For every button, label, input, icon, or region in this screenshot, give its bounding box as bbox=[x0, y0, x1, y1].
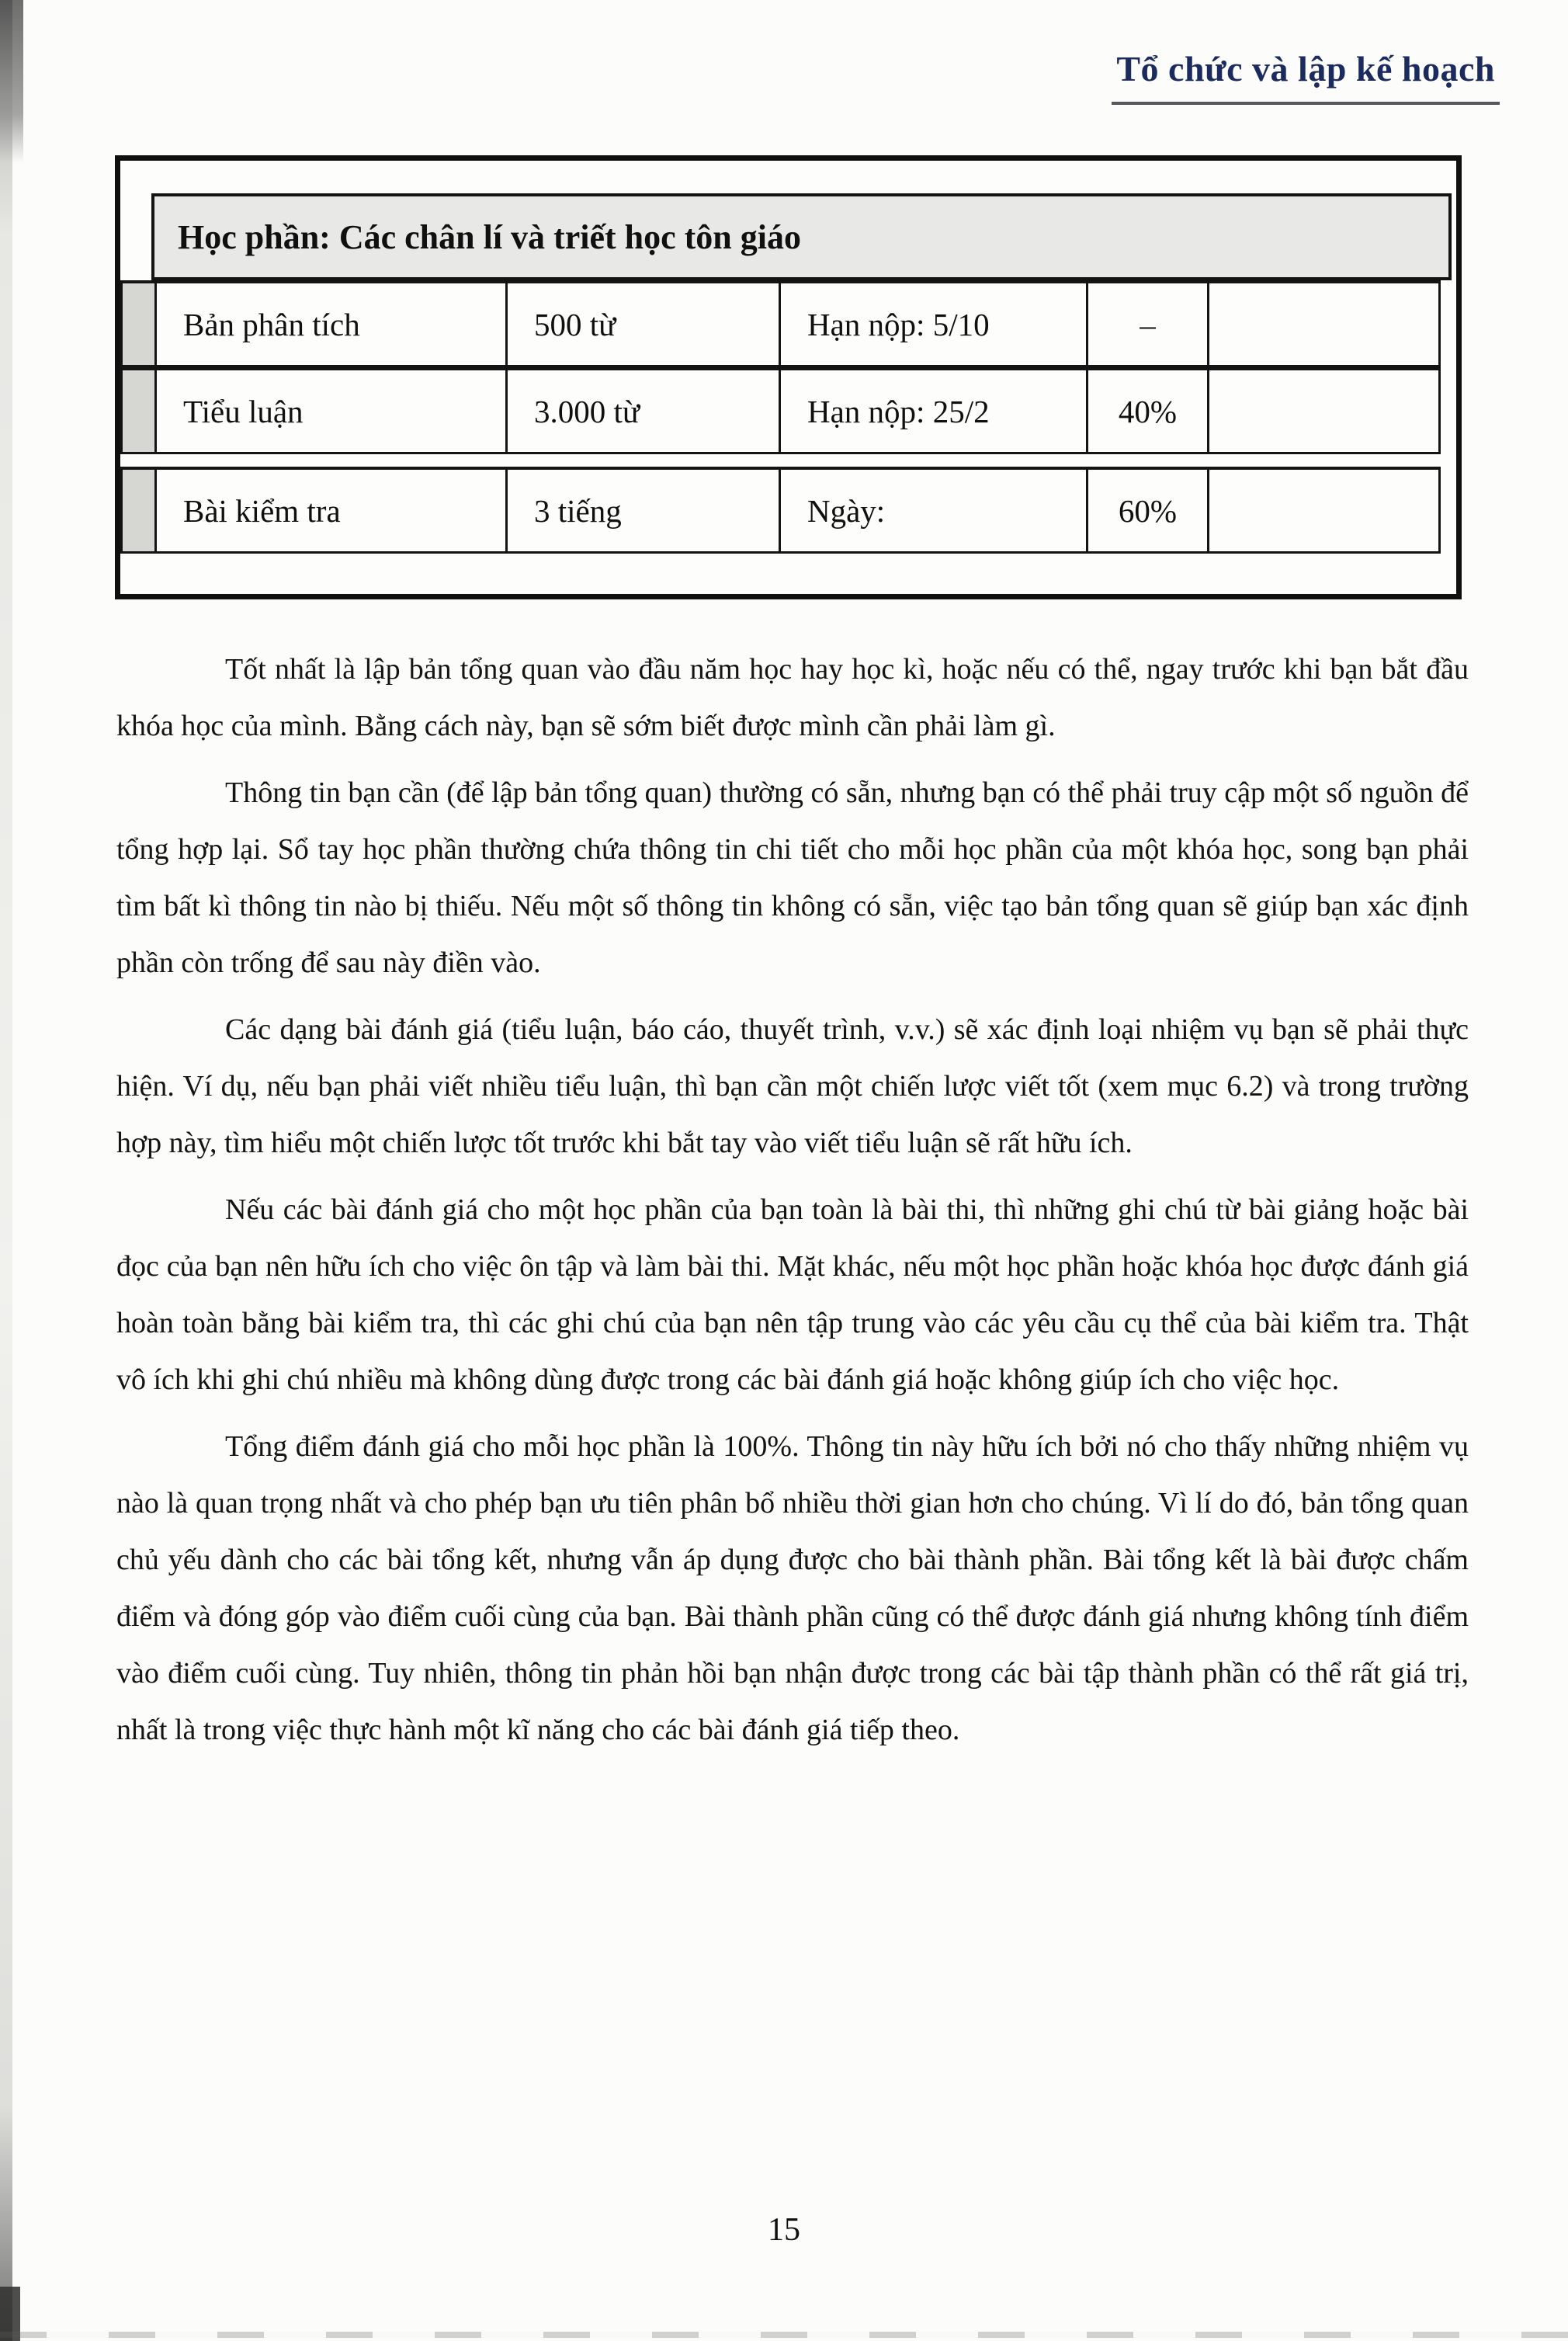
paragraph: Tổng điểm đánh giá cho mỗi học phần là 100%. Thông tin này hữu ích bởi nó cho thấy những nhiệm vụ nào là quan trọng nhất và cho phép bạn ưu tiên phân bổ nhiều thời gian hơn cho chúng. Vì lí do đó, bản tổng quan chủ yếu dành cho các bài tổng kết, nhưng vẫn áp dụng được cho bài thành phần. Bài tổng kết là bài được chấm điểm và đóng góp vào điểm cuối cùng của bạn. Bài thành phần cũng có thể được đánh giá nhưng không tính điểm vào điểm cuối cùng. Tuy nhiên, thông tin phản hồi bạn nhận được trong các bài tập thành phần có thể rất giá trị, nhất là trong việc thực hành một kĩ năng cho các bài đánh giá tiếp theo. bbox=[116, 1430, 1469, 1746]
running-head: Tổ chức và lập kế hoạch bbox=[1112, 48, 1500, 105]
row-gutter-cell bbox=[123, 370, 157, 452]
empty-cell bbox=[1209, 470, 1438, 551]
table-row bbox=[120, 280, 1441, 367]
scan-bottom-artifact bbox=[0, 2332, 1568, 2338]
scan-edge-artifact bbox=[0, 0, 12, 2341]
empty-cell bbox=[1209, 283, 1438, 365]
assessment-due-cell: Hạn nộp: 5/10 bbox=[781, 283, 1088, 365]
assessment-weight-cell: 60% bbox=[1088, 470, 1209, 551]
assessment-weight-cell: 40% bbox=[1088, 370, 1209, 452]
assessment-name-cell: Bài kiểm tra bbox=[157, 470, 508, 551]
scan-corner-artifact-top bbox=[0, 0, 23, 163]
assessment-weight-cell: – bbox=[1088, 283, 1209, 365]
table-row bbox=[120, 367, 1441, 454]
course-overview-table bbox=[115, 155, 1462, 599]
table-title: Học phần: Các chân lí và triết học tôn giáo bbox=[151, 193, 1452, 280]
assessment-length-cell: 3.000 từ bbox=[508, 370, 781, 452]
assessment-length-cell: 500 từ bbox=[508, 283, 781, 365]
row-gutter-cell bbox=[123, 283, 157, 365]
assessment-due-cell: Ngày: bbox=[781, 470, 1088, 551]
assessment-due-cell: Hạn nộp: 25/2 bbox=[781, 370, 1088, 452]
paragraph: Tốt nhất là lập bản tổng quan vào đầu năm học hay học kì, hoặc nếu có thể, ngay trước khi bạn bắt đầu khóa học của mình. Bằng cách này, bạn sẽ sớm biết được mình cần phải làm gì. bbox=[116, 653, 1469, 742]
assessment-length-cell: 3 tiếng bbox=[508, 470, 781, 551]
table-row bbox=[120, 467, 1441, 554]
paragraph: Nếu các bài đánh giá cho một học phần của bạn toàn là bài thi, thì những ghi chú từ bài giảng hoặc bài đọc của bạn nên hữu ích cho việc ôn tập và làm bài thi. Mặt khác, nếu một học phần hoặc khóa học được đánh giá hoàn toàn bằng bài kiểm tra, thì các ghi chú của bạn nên tập trung vào các yêu cầu cụ thể của bài kiểm tra. Thật vô ích khi ghi chú nhiều mà không dùng được trong các bài đánh giá hoặc không giúp ích cho việc học. bbox=[116, 1193, 1469, 1396]
paragraph: Các dạng bài đánh giá (tiểu luận, báo cáo, thuyết trình, v.v.) sẽ xác định loại nhiệm vụ bạn sẽ phải thực hiện. Ví dụ, nếu bạn phải viết nhiều tiểu luận, thì bạn cần một chiến lược viết tốt (xem mục 6.2) và trong trường hợp này, tìm hiểu một chiến lược tốt trước khi bắt tay vào viết tiểu luận sẽ rất hữu ích. bbox=[116, 1013, 1469, 1159]
page-number: 15 bbox=[768, 2212, 800, 2248]
paragraph: Thông tin bạn cần (để lập bản tổng quan) thường có sẵn, nhưng bạn có thể phải truy cập một số nguồn để tổng hợp lại. Sổ tay học phần thường chứa thông tin chi tiết cho mỗi học phần của một khóa học, song bạn phải tìm bất kì thông tin nào bị thiếu. Nếu một số thông tin không có sẵn, việc tạo bản tổng quan sẽ giúp bạn xác định phần còn trống để sau này điền vào. bbox=[116, 776, 1469, 979]
body-text bbox=[116, 641, 1469, 1769]
row-gutter-cell bbox=[123, 470, 157, 551]
empty-cell bbox=[1209, 370, 1438, 452]
assessment-name-cell: Bản phân tích bbox=[157, 283, 508, 365]
assessment-name-cell: Tiểu luận bbox=[157, 370, 508, 452]
